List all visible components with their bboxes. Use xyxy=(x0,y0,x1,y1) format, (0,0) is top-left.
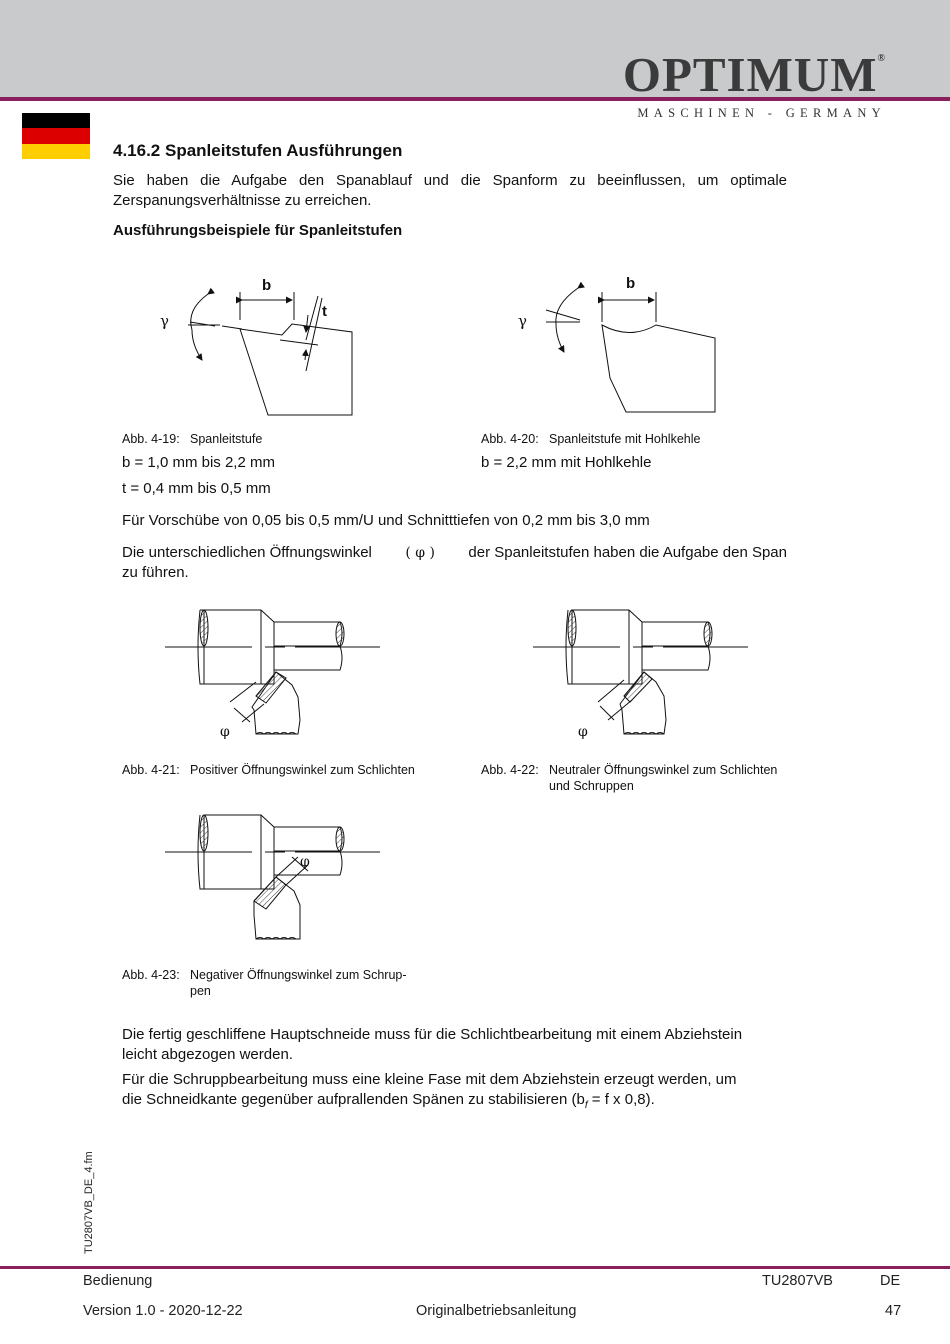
caption-number: Abb. 4-21: xyxy=(122,763,180,777)
brand-tagline: MASCHINEN - GERMANY xyxy=(637,106,886,120)
section-title: 4.16.2 Spanleitstufen Ausführungen xyxy=(113,141,403,160)
footer-doc-type: Originalbetriebsanleitung xyxy=(416,1303,577,1319)
spec-b-hohlkehle: b = 2,2 mm mit Hohlkehle xyxy=(481,454,652,471)
rough-line2-pre: die Schneidkante gegenüber aufprallenden Spänen zu stabilisieren (b xyxy=(122,1091,585,1108)
caption-text: Spanleitstufe mit Hohlkehle xyxy=(549,432,701,446)
figure-4-23 xyxy=(160,805,390,950)
caption-number: Abb. 4-20: xyxy=(481,432,539,446)
footer-rule xyxy=(0,1266,950,1269)
t-label: t xyxy=(322,303,327,320)
tool-outline xyxy=(602,325,715,412)
footer-page-number: 47 xyxy=(885,1303,902,1319)
figure-4-21 xyxy=(160,600,390,745)
angle-paragraph xyxy=(122,543,787,583)
brand-name: OPTIMUM xyxy=(622,47,878,102)
caption-4-20 xyxy=(481,431,700,447)
angle-phi: ( φ ) xyxy=(405,545,435,561)
caption-number: Abb. 4-22: xyxy=(481,763,539,777)
gamma-label: γ xyxy=(518,312,527,330)
flag-stripe-red xyxy=(22,128,90,143)
caption-4-19 xyxy=(122,431,262,447)
brand-logo xyxy=(622,47,886,102)
finish-paragraph xyxy=(122,1025,742,1065)
caption-4-23 xyxy=(122,967,407,999)
b-label: b xyxy=(626,275,636,292)
intro-paragraph: Sie haben die Aufgabe den Spanablauf und die Spanform zu beeinflussen, um optimale Zerspanungsverhältnisse zu erreichen. xyxy=(113,172,787,209)
footer-model: TU2807VB xyxy=(762,1273,833,1289)
caption-text-line1: Neutraler Öffnungswinkel zum Schlichten xyxy=(549,763,778,777)
flag-stripe-black xyxy=(22,113,90,128)
finish-line1: Die fertig geschliffene Hauptschneide muss für die Schlichtbearbeitung mit einem Abziehstein xyxy=(122,1026,743,1043)
rough-paragraph xyxy=(122,1070,737,1116)
spec-t-range: t = 0,4 mm bis 0,5 mm xyxy=(122,480,271,497)
rough-line1: Für die Schruppbearbeitung muss eine kleine Fase mit dem Abziehstein erzeugt werden, um xyxy=(122,1071,737,1088)
rough-line2-post: = f x 0,8). xyxy=(587,1091,655,1108)
caption-number: Abb. 4-19: xyxy=(122,432,180,446)
caption-text-line1: Negativer Öffnungswinkel zum Schrup- xyxy=(190,968,407,982)
caption-4-21 xyxy=(122,762,415,778)
caption-text-line2: pen xyxy=(190,984,211,998)
flag-stripe-gold xyxy=(22,144,90,159)
phi-label: φ xyxy=(220,724,230,740)
caption-text-line2: und Schruppen xyxy=(549,779,634,793)
b-label: b xyxy=(262,277,272,294)
side-filename: TU2807VB_DE_4.fm xyxy=(83,1151,95,1254)
feed-paragraph: Für Vorschübe von 0,05 bis 0,5 mm/U und Schnitttiefen von 0,2 mm bis 3,0 mm xyxy=(122,512,650,529)
footer-section: Bedienung xyxy=(83,1273,153,1289)
angle-text-post: der Spanleitstufen haben die Aufgabe den Span xyxy=(468,544,787,561)
phi-label: φ xyxy=(300,854,310,870)
angle-text-pre: Die unterschiedlichen Öffnungswinkel xyxy=(122,544,372,561)
german-flag-icon xyxy=(22,113,90,159)
figure-4-22 xyxy=(528,600,758,745)
examples-subtitle: Ausführungsbeispiele für Spanleitstufen xyxy=(113,222,403,239)
footer-language: DE xyxy=(880,1273,901,1289)
rough-line2-sub: f xyxy=(584,1100,588,1111)
gamma-label: γ xyxy=(160,312,169,330)
caption-4-22 xyxy=(481,762,777,794)
tool-outline xyxy=(240,324,352,415)
caption-text: Spanleitstufe xyxy=(190,432,263,446)
caption-number: Abb. 4-23: xyxy=(122,968,180,982)
caption-text: Positiver Öffnungswinkel zum Schlichten xyxy=(190,763,415,777)
angle-text-line2: zu führen. xyxy=(122,564,189,581)
phi-label: φ xyxy=(578,724,588,740)
spec-b-range: b = 1,0 mm bis 2,2 mm xyxy=(122,454,275,471)
finish-line2: leicht abgezogen werden. xyxy=(122,1046,293,1063)
figure-4-19 xyxy=(150,270,370,422)
rough-line2 xyxy=(122,1090,737,1116)
footer-version: Version 1.0 - 2020-12-22 xyxy=(83,1303,243,1319)
registered-mark: ® xyxy=(877,53,886,64)
figure-4-20 xyxy=(510,270,730,422)
